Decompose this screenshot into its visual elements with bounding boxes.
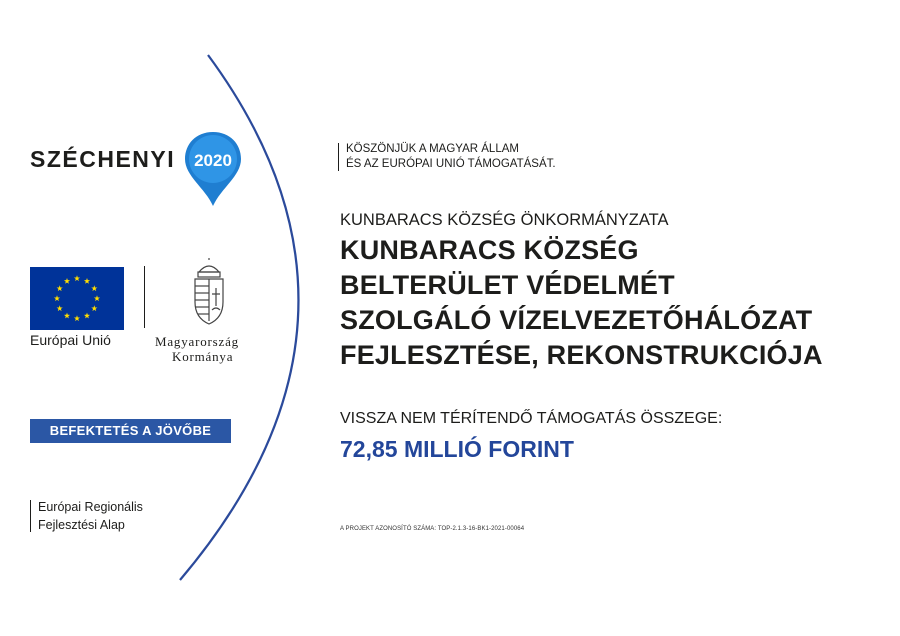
thanks-line2: ÉS AZ EURÓPAI UNIÓ TÁMOGATÁSÁT.	[346, 158, 556, 170]
szechenyi-2020-pin-icon	[183, 130, 243, 208]
project-title-line: SZOLGÁLÓ VÍZELVEZETŐHÁLÓZAT	[340, 305, 813, 335]
hungarian-coat-of-arms-icon	[189, 258, 229, 328]
invest-in-future-banner: BEFEKTETÉS A JÖVŐBE	[30, 419, 231, 443]
logo-divider	[144, 266, 145, 328]
thanks-line1: KÖSZÖNJÜK A MAGYAR ÁLLAM	[346, 143, 519, 155]
grant-label: VISSZA NEM TÉRÍTENDŐ TÁMOGATÁS ÖSSZEGE:	[340, 410, 723, 427]
grant-amount: 72,85 MILLIÓ FORINT	[340, 436, 574, 462]
project-title	[340, 233, 823, 373]
project-id: A PROJEKT AZONOSÍTÓ SZÁMA: TOP-2.1.3-16-BK1-2021-00064	[340, 526, 525, 532]
fund-divider	[30, 500, 31, 532]
fund-name-line2: Fejlesztési Alap	[38, 518, 125, 532]
project-title-line: FEJLESZTÉSE, REKONSTRUKCIÓJA	[340, 340, 823, 370]
eu-flag-icon	[30, 267, 124, 330]
government-label-line1: Magyarország	[155, 334, 239, 349]
project-title-line: KUNBARACS KÖZSÉG	[340, 235, 639, 265]
szechenyi-logo-text: SZÉCHENYI	[30, 146, 176, 172]
thanks-divider	[338, 143, 339, 171]
szechenyi-year: 2020	[194, 151, 232, 170]
project-title-line: BELTERÜLET VÉDELMÉT	[340, 270, 675, 300]
fund-name-line1: Európai Regionális	[38, 500, 143, 514]
government-label-line2: Kormánya	[172, 349, 234, 364]
eu-label: Európai Unió	[30, 332, 111, 348]
beneficiary-name: KUNBARACS KÖZSÉG ÖNKORMÁNYZATA	[340, 211, 669, 229]
